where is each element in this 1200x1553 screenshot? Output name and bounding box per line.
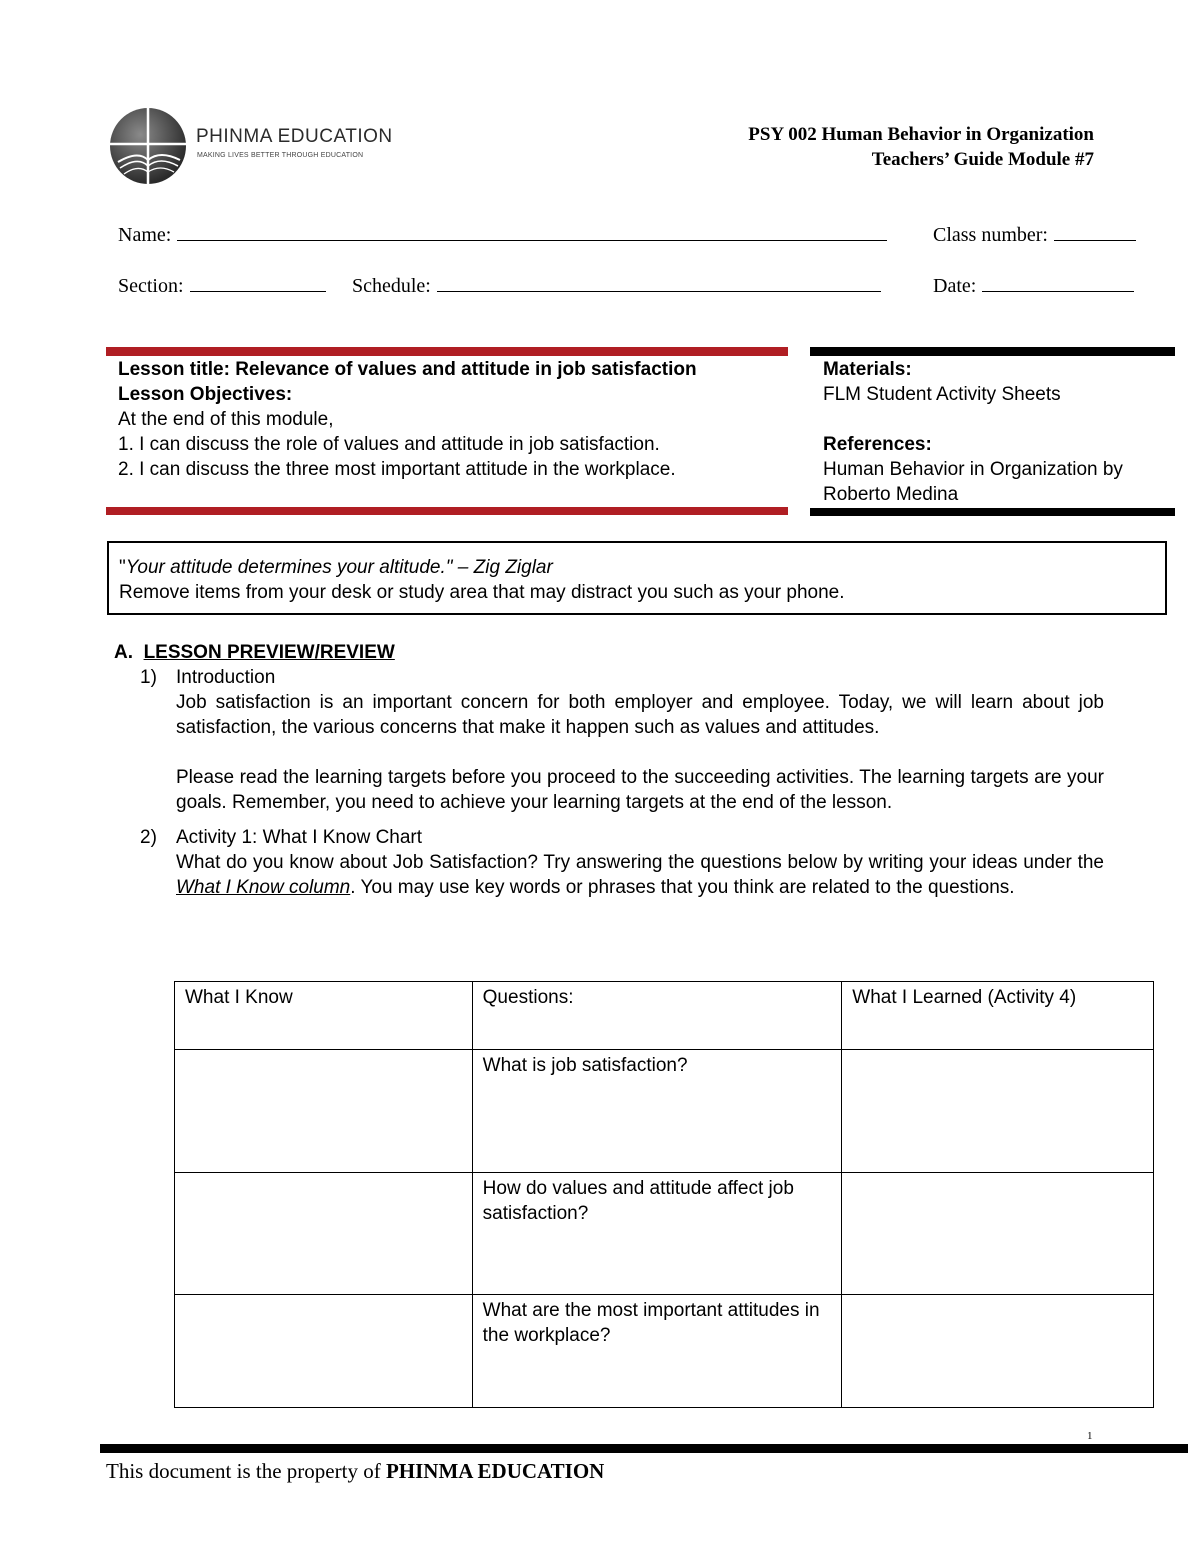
intro-item: 1) Introduction Job satisfaction is an important concern for both employer and employee. Today, we will learn about job satisfaction, the various concerns that make it happen such as values and attitudes. Please read the learning targets before you proceed to the succeeding activities. The learning targets are your goals. Remember, you need to achieve your learning targets at the end of the lesson. (140, 667, 1104, 813)
name-label: Name: (118, 224, 172, 246)
quote-text: "Your attitude determines your altitude." – Zig Ziglar (119, 557, 553, 578)
schedule-field[interactable] (437, 273, 881, 292)
logo-tagline: MAKING LIVES BETTER THROUGH EDUCATION (197, 152, 364, 159)
date-label: Date: (933, 275, 977, 297)
logo-brand: PHINMA EDUCATION (196, 126, 393, 147)
name-field[interactable] (177, 222, 887, 241)
lesson-top-rule (106, 347, 788, 356)
date-row (933, 273, 1134, 298)
objectives-label: Lesson Objectives: (118, 384, 293, 405)
name-row (118, 222, 887, 247)
section-row (118, 273, 326, 298)
activity-1-title: Activity 1: What I Know Chart (176, 827, 423, 848)
objective-item: 2. I can discuss the three most important attitude in the workplace. (118, 459, 676, 480)
materials-box (810, 347, 1175, 517)
section-field[interactable] (190, 273, 326, 292)
schedule-label: Schedule: (352, 275, 431, 297)
header-what-i-know: What I Know (175, 982, 473, 1050)
table-row (175, 1173, 1154, 1295)
table-header-row (175, 982, 1154, 1050)
activity-1-item: 2) Activity 1: What I Know Chart What do you know about Job Satisfaction? Try answering the questions below by writing your ideas under the What I Know column. You may use key words or phrases that you think are related to the questions. (140, 827, 1104, 898)
intro-paragraph-1: Job satisfaction is an important concern for both employer and employee. Today, we will learn about job satisfaction, the various concerns that make it happen such as values and attitudes. (176, 692, 1104, 738)
answer-know-cell[interactable] (175, 1173, 473, 1295)
table-row (175, 1295, 1154, 1408)
footer-rule (100, 1444, 1188, 1453)
schedule-row (352, 273, 881, 298)
section-label: Section: (118, 275, 184, 297)
header-what-i-learned: What I Learned (Activity 4) (842, 982, 1154, 1050)
references-line2: Roberto Medina (823, 484, 959, 505)
materials-content (823, 357, 1123, 507)
course-title: PSY 002 Human Behavior in Organization (748, 124, 1094, 145)
materials-value: FLM Student Activity Sheets (823, 384, 1061, 405)
question-cell: What is job satisfaction? (472, 1050, 842, 1173)
materials-label: Materials: (823, 359, 912, 380)
objective-item: 1. I can discuss the role of values and attitude in job satisfaction. (118, 434, 660, 455)
answer-learned-cell[interactable] (842, 1295, 1154, 1408)
references-line1: Human Behavior in Organization by (823, 459, 1123, 480)
materials-top-rule (810, 347, 1175, 356)
answer-know-cell[interactable] (175, 1295, 473, 1408)
quote-instruction: Remove items from your desk or study area that may distract you such as your phone. (119, 582, 845, 603)
table-row (175, 1050, 1154, 1173)
intro-paragraph-2: Please read the learning targets before you proceed to the succeeding activities. The learning targets are your goals. Remember, you need to achieve your learning targets at the end of the lesson. (176, 767, 1104, 813)
phinma-globe-icon (108, 106, 188, 186)
phinma-logo (108, 106, 393, 186)
lesson-title: Lesson title: Relevance of values and attitude in job satisfaction (118, 359, 697, 380)
what-i-know-column-ref: What I Know column (176, 877, 351, 898)
intro-title: Introduction (176, 667, 276, 688)
lesson-content (118, 357, 697, 482)
section-lesson-preview (114, 640, 1104, 900)
question-cell: How do values and attitude affect job satisfaction? (472, 1173, 842, 1295)
question-cell: What are the most important attitudes in the workplace? (472, 1295, 842, 1408)
quote-box (107, 541, 1167, 615)
header-title (748, 122, 1094, 172)
class-number-field[interactable] (1054, 222, 1136, 241)
header-questions: Questions: (472, 982, 842, 1050)
class-number-label: Class number: (933, 224, 1048, 246)
date-field[interactable] (982, 273, 1134, 292)
lesson-box (106, 347, 788, 515)
activity-1-paragraph: What do you know about Job Satisfaction? Try answering the questions below by writing your ideas under the What I Know column. You may use key words or phrases that you think are related to the questions. (176, 852, 1104, 898)
what-i-know-chart (174, 981, 1154, 1408)
lesson-bottom-rule (106, 507, 788, 515)
objectives-intro: At the end of this module, (118, 409, 334, 430)
page-number: 1 (1087, 1430, 1093, 1442)
answer-learned-cell[interactable] (842, 1173, 1154, 1295)
footer-text: This document is the property of PHINMA EDUCATION (106, 1459, 605, 1483)
module-title: Teachers’ Guide Module #7 (871, 149, 1094, 170)
answer-learned-cell[interactable] (842, 1050, 1154, 1173)
references-label: References: (823, 434, 932, 455)
class-number-row (933, 222, 1136, 247)
section-heading: A. LESSON PREVIEW/REVIEW (114, 642, 395, 663)
answer-know-cell[interactable] (175, 1050, 473, 1173)
materials-bottom-rule (810, 508, 1175, 516)
